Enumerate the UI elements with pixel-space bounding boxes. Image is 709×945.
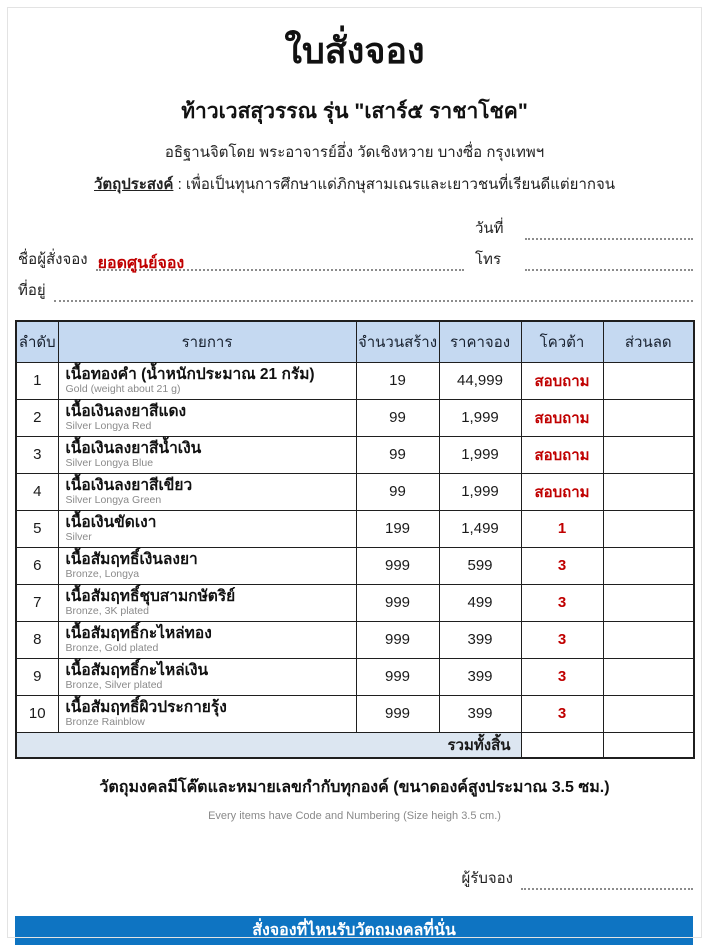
discount-cell[interactable] <box>603 510 694 547</box>
row-number: 2 <box>16 399 58 436</box>
item-name-thai: เนื้อเงินลงยาสีน้ำเงิน <box>65 439 202 457</box>
discount-cell[interactable] <box>603 621 694 658</box>
column-header-quantity: จำนวนสร้าง <box>356 321 439 362</box>
booking-price: 1,999 <box>439 399 521 436</box>
quota-value: สอบถาม <box>521 399 603 436</box>
item-cell <box>58 473 356 510</box>
booking-price: 399 <box>439 621 521 658</box>
item-name-english: Bronze, Longya <box>65 567 140 580</box>
address-label: ที่อยู่ <box>18 282 46 299</box>
quantity-made: 999 <box>356 621 439 658</box>
booking-price: 44,999 <box>439 362 521 399</box>
phone-label: โทร <box>475 251 502 268</box>
item-cell <box>58 695 356 732</box>
order-info-section <box>18 216 693 302</box>
booking-price: 1,999 <box>439 436 521 473</box>
booking-price: 599 <box>439 547 521 584</box>
column-header-no: ลำดับ <box>16 321 58 362</box>
row-number: 3 <box>16 436 58 473</box>
quota-value: 1 <box>521 510 603 547</box>
table-row <box>16 547 694 584</box>
item-name-thai: เนื้อเงินขัดเงา <box>65 513 157 531</box>
row-number: 7 <box>16 584 58 621</box>
discount-cell[interactable] <box>603 695 694 732</box>
quota-value: 3 <box>521 695 603 732</box>
quota-value: 3 <box>521 547 603 584</box>
orderer-value: ยอดศูนย์จอง <box>97 255 185 272</box>
item-cell <box>58 362 356 399</box>
item-name-thai: เนื้อสัมฤทธิ์เงินลงยา <box>65 550 198 568</box>
quota-value: สอบถาม <box>521 362 603 399</box>
item-cell <box>58 658 356 695</box>
item-name-thai: เนื้อสัมฤทธิ์ชุบสามกษัตริย์ <box>65 587 236 605</box>
column-header-discount: ส่วนลด <box>603 321 694 362</box>
table-row <box>16 473 694 510</box>
table-row <box>16 621 694 658</box>
date-row <box>18 216 693 240</box>
discount-cell[interactable] <box>603 436 694 473</box>
item-name-english: Bronze, 3K plated <box>65 604 149 617</box>
date-field[interactable] <box>525 220 693 240</box>
date-label: วันที่ <box>475 220 504 237</box>
discount-cell[interactable] <box>603 362 694 399</box>
item-name-english: Silver <box>65 530 92 543</box>
total-label: รวมทั้งสิ้น <box>16 732 521 758</box>
quantity-made: 999 <box>356 695 439 732</box>
quota-value: สอบถาม <box>521 473 603 510</box>
receiver-label: ผู้รับจอง <box>461 870 513 887</box>
item-name-thai: เนื้อเงินลงยาสีเขียว <box>65 476 193 494</box>
item-name-english: Bronze Rainblow <box>65 715 145 728</box>
quota-value: 3 <box>521 658 603 695</box>
quantity-made: 99 <box>356 473 439 510</box>
discount-cell[interactable] <box>603 658 694 695</box>
item-name-english: Silver Longya Red <box>65 419 152 432</box>
quantity-made: 999 <box>356 547 439 584</box>
purpose-label: วัตถุประสงค์ <box>94 176 174 193</box>
item-name-thai: เนื้อสัมฤทธิ์กะไหล่เงิน <box>65 661 209 679</box>
booking-price: 1,999 <box>439 473 521 510</box>
note-english: Every items have Code and Numbering (Size heigh 3.5 cm.) <box>208 810 501 822</box>
order-table-header <box>16 321 694 362</box>
table-row <box>16 584 694 621</box>
row-number: 8 <box>16 621 58 658</box>
item-name-english: Bronze, Gold plated <box>65 641 159 654</box>
item-name-english: Gold (weight about 21 g) <box>65 382 181 395</box>
item-name-thai: เนื้อเงินลงยาสีแดง <box>65 402 187 420</box>
quota-value: 3 <box>521 621 603 658</box>
total-discount-cell[interactable] <box>603 732 694 758</box>
quantity-made: 19 <box>356 362 439 399</box>
quantity-made: 199 <box>356 510 439 547</box>
row-number: 1 <box>16 362 58 399</box>
quota-value: 3 <box>521 584 603 621</box>
row-number: 6 <box>16 547 58 584</box>
quantity-made: 99 <box>356 436 439 473</box>
total-row <box>16 732 694 758</box>
table-row <box>16 436 694 473</box>
quantity-made: 999 <box>356 584 439 621</box>
item-cell <box>58 399 356 436</box>
address-field[interactable] <box>54 282 693 302</box>
discount-cell[interactable] <box>603 547 694 584</box>
item-cell <box>58 436 356 473</box>
row-number: 10 <box>16 695 58 732</box>
column-header-item: รายการ <box>58 321 356 362</box>
discount-cell[interactable] <box>603 473 694 510</box>
item-name-thai: เนื้อทองคำ (น้ำหนักประมาณ 21 กรัม) <box>65 365 315 383</box>
row-number: 5 <box>16 510 58 547</box>
item-name-english: Bronze, Silver plated <box>65 678 163 691</box>
column-header-quota: โควต้า <box>521 321 603 362</box>
quota-value: สอบถาม <box>521 436 603 473</box>
orderer-label: ชื่อผู้สั่งจอง <box>18 251 88 268</box>
discount-cell[interactable] <box>603 399 694 436</box>
item-cell <box>58 621 356 658</box>
table-row <box>16 695 694 732</box>
page-title: ใบสั่งจอง <box>284 30 425 71</box>
table-row <box>16 658 694 695</box>
blessing-line: อธิฐานจิตโดย พระอาจารย์อึ่ง วัดเชิงหวาย บางซื่อ กรุงเทพฯ <box>164 144 545 161</box>
purpose-line <box>0 172 709 196</box>
note-thai: วัตถุมงคลมีโค๊ตและหมายเลขกำกับทุกองค์ (ขนาดองค์สูงประมาณ 3.5 ซม.) <box>99 779 610 796</box>
order-table <box>15 320 695 759</box>
orderer-phone-row <box>18 247 693 271</box>
banner: สั่งจองที่ไหนรับวัตถมงคลที่นั่น <box>15 916 693 945</box>
purpose-text: : เพื่อเป็นทุนการศึกษาแด่ภิกษุสามเณรและเยาวชนที่เรียนดีแต่ยากจน <box>173 176 615 193</box>
receiver-row <box>0 866 693 890</box>
item-cell <box>58 584 356 621</box>
order-table-body <box>16 362 694 732</box>
item-name-english: Silver Longya Green <box>65 493 162 506</box>
receiver-field[interactable] <box>521 870 693 890</box>
quantity-made: 999 <box>356 658 439 695</box>
item-cell <box>58 510 356 547</box>
column-header-price: ราคาจอง <box>439 321 521 362</box>
total-quota-cell[interactable] <box>521 732 603 758</box>
table-row <box>16 362 694 399</box>
item-name-english: Silver Longya Blue <box>65 456 154 469</box>
phone-field[interactable] <box>525 251 693 271</box>
booking-price: 399 <box>439 695 521 732</box>
row-number: 9 <box>16 658 58 695</box>
table-row <box>16 399 694 436</box>
booking-price: 399 <box>439 658 521 695</box>
table-row <box>16 510 694 547</box>
booking-price: 499 <box>439 584 521 621</box>
orderer-field[interactable] <box>96 251 464 271</box>
item-name-thai: เนื้อสัมฤทธิ์ผิวประกายรุ้ง <box>65 698 227 716</box>
address-row <box>18 278 693 302</box>
booking-price: 1,499 <box>439 510 521 547</box>
item-cell <box>58 547 356 584</box>
item-name-thai: เนื้อสัมฤทธิ์กะไหล่ทอง <box>65 624 212 642</box>
product-name: ท้าวเวสสุวรรณ รุ่น "เสาร์๕ ราชาโชค" <box>181 100 528 123</box>
row-number: 4 <box>16 473 58 510</box>
quantity-made: 99 <box>356 399 439 436</box>
discount-cell[interactable] <box>603 584 694 621</box>
